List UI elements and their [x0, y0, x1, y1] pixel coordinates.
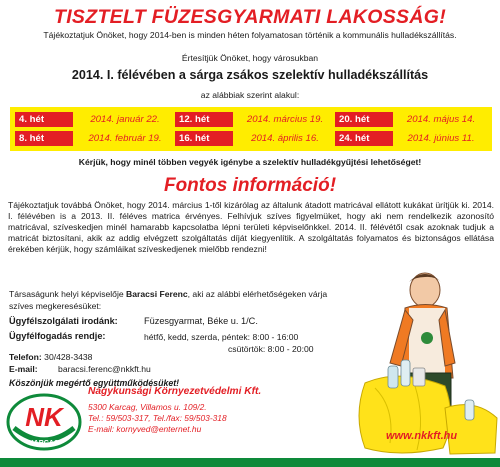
- logo-icon: [6, 388, 82, 452]
- week-label: 16. hét: [175, 131, 233, 146]
- email-row: [9, 364, 151, 375]
- representative-line: [9, 289, 327, 300]
- schedule-subtitle: 2014. I. félévében a sárga zsákos szelektív hulladékszállítás: [71, 68, 429, 82]
- representative-text-end: , aki az alábbi elérhetőségeken várja: [187, 289, 328, 299]
- office-label: Ügyfélszolgálati irodánk:: [9, 316, 118, 326]
- flyer-title: TISZTELT FÜZESGYARMATI LAKOSSÁG!: [54, 6, 446, 28]
- representative-line-2: szíves megkeresésüket:: [9, 301, 102, 311]
- email-label: E-mail:: [9, 364, 38, 374]
- company-email[interactable]: E-mail: kornyved@enternet.hu: [88, 424, 202, 434]
- week-label: 8. hét: [15, 131, 73, 146]
- logo-city: KARCAG: [28, 440, 60, 447]
- hours-value-thursday: csütörtök: 8:00 - 20:00: [228, 344, 314, 354]
- phone-value: 30/428-3438: [44, 352, 93, 362]
- representative-name: Baracsi Ferenc: [126, 289, 188, 299]
- schedule-table: [10, 107, 492, 151]
- week-label: 24. hét: [335, 131, 393, 146]
- company-address: 5300 Karcag, Villamos u. 109/2.: [88, 402, 207, 412]
- email-value[interactable]: baracsi.ferenc@nkkft.hu: [58, 364, 151, 374]
- request-text: Kérjük, hogy minél többen vegyék igénybe a szelektív hulladékgyűjtési lehetőséget!: [78, 157, 422, 167]
- collection-date: 2014. június 11.: [393, 131, 489, 146]
- company-website[interactable]: www.nkkft.hu: [386, 430, 458, 442]
- info-paragraph: Tájékoztatjuk továbbá Önöket, hogy 2014. március 1-től kizárólag az általunk átadott matricával ellátott kukákat ürítjük ki. 2014. I. félévében is a 2013. II. féléves matrica érvényes. Felhívjuk szíves figyelmüket, hogy aki nem rendelkezik azonosító matricával, szíveskedjen minél hamarabb kapcsolatba lépni területi képviselőnkkel. 2014. II. félévétől csak azoknak tudjuk a matricát biztosítani, akik az addig elvégzett szolgáltatás díját kiegyenlítik. A szolgáltatás folyamatos és biztonságos ellátása érekében kérjük, hogy számláikat szíveskedjenek mielőbb rendezni!: [8, 200, 494, 254]
- logo-letters: NK: [25, 402, 63, 432]
- representative-text: Társaságunk helyi képviselője: [9, 289, 127, 299]
- phone-label: Telefon:: [9, 352, 42, 362]
- office-value: Füzesgyarmat, Béke u. 1/C.: [144, 316, 258, 326]
- thanks-text: Köszönjük megértő együttműködésüket!: [9, 378, 180, 388]
- collection-date: 2014. január 22.: [73, 112, 177, 127]
- collection-date: 2014. május 14.: [393, 112, 489, 127]
- hours-label: Ügyfélfogadás rendje:: [9, 331, 106, 341]
- company-phones: Tel.: 59/503-317, Tel./fax: 59/503-318: [88, 413, 227, 423]
- notice-line: Értesítjük Önöket, hogy városukban: [181, 53, 319, 63]
- week-label: 20. hét: [335, 112, 393, 127]
- footer-bar: [0, 458, 500, 467]
- phone-row: [9, 352, 92, 363]
- company-logo: [6, 388, 82, 452]
- company-name: Nagykunsági Környezetvédelmi Kft.: [88, 386, 262, 397]
- hours-value: hétfő, kedd, szerda, péntek: 8:00 - 16:00: [144, 332, 299, 342]
- collection-date: 2014. április 16.: [233, 131, 337, 146]
- intro-text: Tájékoztatjuk Önöket, hogy 2014-ben is minden héten folyamatosan történik a kommunális hulladékszállítás.: [43, 30, 457, 40]
- week-label: 12. hét: [175, 112, 233, 127]
- schedule-intro: az alábbiak szerint alakul:: [200, 90, 300, 100]
- collection-date: 2014. február 19.: [73, 131, 177, 146]
- important-heading: Fontos információ!: [163, 175, 337, 196]
- collection-date: 2014. március 19.: [233, 112, 337, 127]
- week-label: 4. hét: [15, 112, 73, 127]
